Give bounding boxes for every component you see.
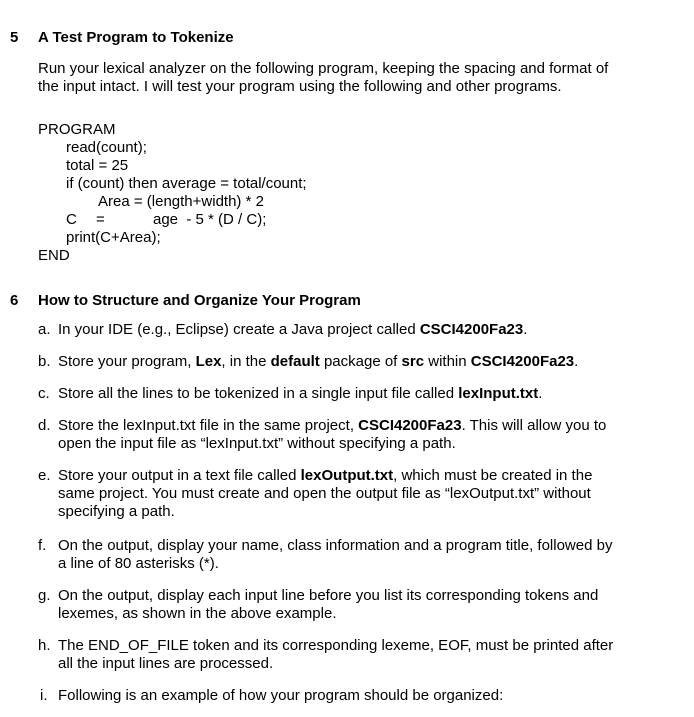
list-item-text: In your IDE (e.g., Eclipse) create a Java project called CSCI4200Fa23. [58, 321, 528, 338]
list-item-text: Store your output in a text file called lexOutput.txt, which must be created in the [58, 467, 593, 484]
list-item-letter: i. [40, 687, 48, 704]
list-item-text: On the output, display your name, class information and a program title, followed by [58, 537, 613, 554]
list-item-text-line-2: all the input lines are processed. [58, 655, 274, 672]
code-line-4: if (count) then average = total/count; [66, 175, 307, 192]
list-item-letter: g. [38, 587, 51, 604]
section-6-number: 6 [10, 292, 19, 309]
list-item-text-line-3: specifying a path. [58, 503, 175, 520]
list-item-text-line-2: open the input file as “lexInput.txt” without specifying a path. [58, 435, 456, 452]
code-line-6-eq: = [96, 211, 105, 228]
list-item-text: The END_OF_FILE token and its corresponding lexeme, EOF, must be printed after [58, 637, 614, 654]
list-item-letter: f. [38, 537, 47, 554]
list-item-letter: b. [38, 353, 51, 370]
code-line-6-expr: age - 5 * (D / C); [153, 211, 267, 228]
list-item-text-line-2: a line of 80 asterisks (*). [58, 555, 219, 572]
code-line-8: END [38, 247, 70, 264]
code-line-6-var: C [66, 211, 77, 228]
list-item-letter: a. [38, 321, 51, 338]
list-item-letter: c. [38, 385, 50, 402]
section-5-intro-line-1: Run your lexical analyzer on the following program, keeping the spacing and format of [38, 60, 609, 77]
code-line-7: print(C+Area); [66, 229, 161, 246]
list-item-text-line-2: same project. You must create and open the output file as “lexOutput.txt” without [58, 485, 591, 502]
list-item-text: Following is an example of how your program should be organized: [58, 687, 504, 704]
section-5-title: A Test Program to Tokenize [38, 29, 234, 46]
section-5-intro-line-2: the input intact. I will test your program using the following and other programs. [38, 78, 562, 95]
list-item-text: Store all the lines to be tokenized in a single input file called lexInput.txt. [58, 385, 543, 402]
list-item-letter: d. [38, 417, 51, 434]
code-line-5: Area = (length+width) * 2 [98, 193, 264, 210]
code-line-1: PROGRAM [38, 121, 116, 138]
list-item-text-line-2: lexemes, as shown in the above example. [58, 605, 337, 622]
list-item-text: Store your program, Lex, in the default package of src within CSCI4200Fa23. [58, 353, 579, 370]
code-line-2: read(count); [66, 139, 147, 156]
section-6-title: How to Structure and Organize Your Program [38, 292, 361, 309]
list-item-text: On the output, display each input line before you list its corresponding tokens and [58, 587, 599, 604]
code-line-3: total = 25 [66, 157, 129, 174]
section-5-number: 5 [10, 29, 19, 46]
list-item-letter: h. [38, 637, 51, 654]
list-item-text: Store the lexInput.txt file in the same project, CSCI4200Fa23. This will allow you to [58, 417, 607, 434]
list-item-letter: e. [38, 467, 51, 484]
